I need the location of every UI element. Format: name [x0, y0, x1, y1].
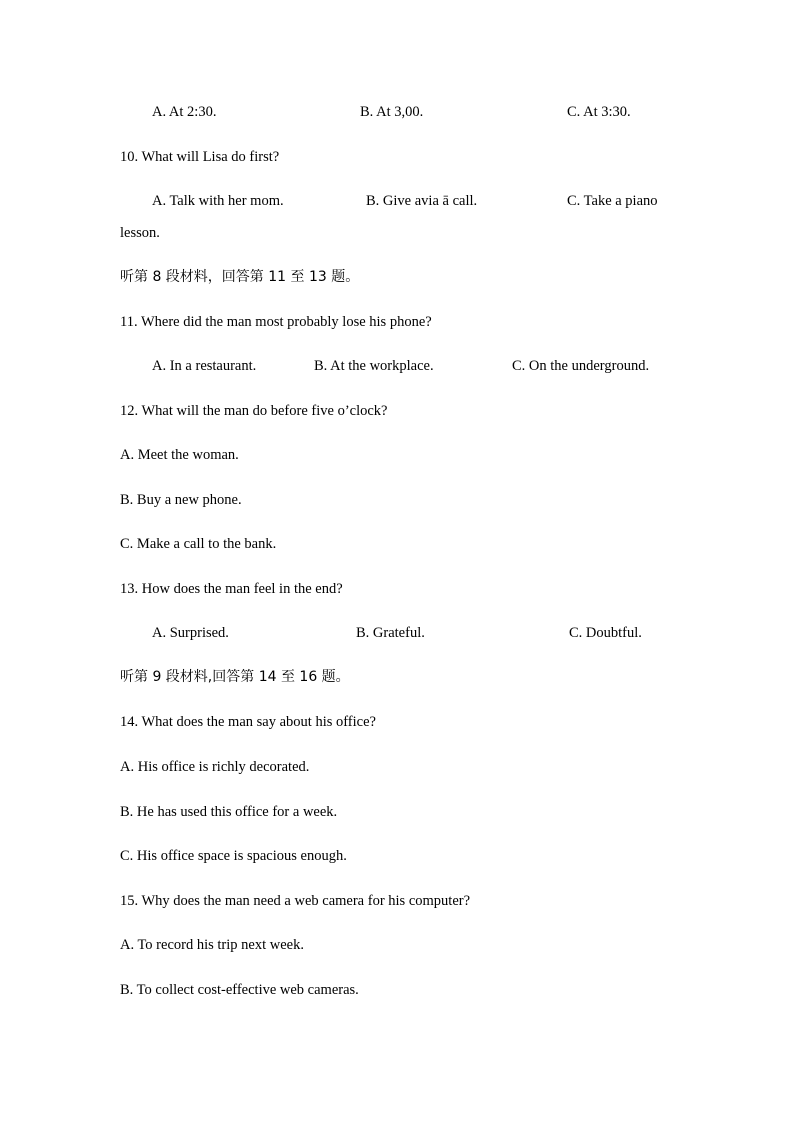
q10-option-c-continuation: lesson.: [120, 225, 160, 241]
q15-option-a: A. To record his trip next week.: [120, 937, 304, 953]
section-8-header: 听第 8 段材料，回答第 11 至 13 题。: [120, 269, 360, 285]
q9-option-c: C. At 3:30.: [567, 104, 631, 120]
q9-option-b: B. At 3,00.: [360, 104, 424, 120]
q9-option-a: A. At 2:30.: [152, 104, 217, 120]
section-9-header: 听第 9 段材料,回答第 14 至 16 题。: [120, 669, 350, 685]
q15-question: 15. Why does the man need a web camera for his computer?: [120, 893, 471, 909]
q12-option-c: C. Make a call to the bank.: [120, 536, 277, 552]
q14-option-b: B. He has used this office for a week.: [120, 804, 338, 820]
q11-question: 11. Where did the man most probably lose his phone?: [120, 314, 432, 330]
q13-option-b: B. Grateful.: [356, 625, 425, 641]
q10-question: 10. What will Lisa do first?: [120, 149, 280, 165]
q13-option-a: A. Surprised.: [152, 625, 229, 641]
q14-option-c: C. His office space is spacious enough.: [120, 848, 347, 864]
q12-option-b: B. Buy a new phone.: [120, 492, 242, 508]
q15-option-b: B. To collect cost-effective web cameras.: [120, 982, 359, 998]
q13-question: 13. How does the man feel in the end?: [120, 581, 343, 597]
q11-option-c: C. On the underground.: [512, 358, 650, 374]
q10-option-a: A. Talk with her mom.: [152, 193, 284, 209]
q14-option-a: A. His office is richly decorated.: [120, 759, 310, 775]
q10-option-c: C. Take a piano: [567, 193, 658, 209]
q12-question: 12. What will the man do before five o’clock?: [120, 403, 388, 419]
q11-option-a: A. In a restaurant.: [152, 358, 257, 374]
q10-option-b: B. Give avia ā call.: [366, 193, 478, 209]
q13-option-c: C. Doubtful.: [569, 625, 642, 641]
q11-option-b: B. At the workplace.: [314, 358, 434, 374]
q14-question: 14. What does the man say about his office?: [120, 714, 376, 730]
q12-option-a: A. Meet the woman.: [120, 447, 239, 463]
